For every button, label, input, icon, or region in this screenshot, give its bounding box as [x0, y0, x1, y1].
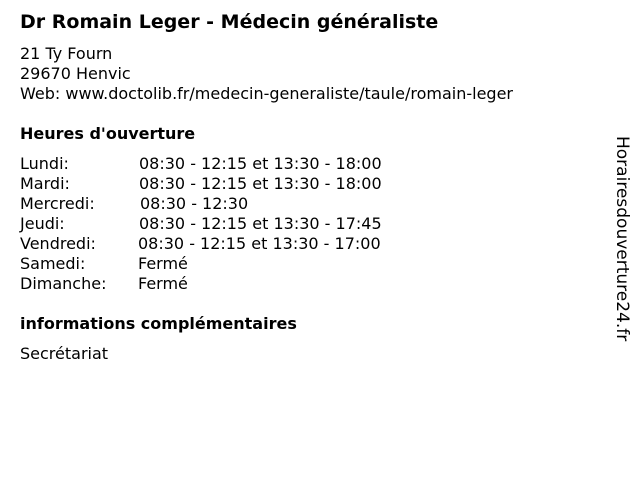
- day-label: Dimanche:: [20, 274, 107, 293]
- day-label: Vendredi:: [20, 234, 96, 253]
- day-time: Fermé: [138, 254, 188, 273]
- address-street: 21 Ty Fourn: [20, 44, 113, 63]
- day-label: Lundi:: [20, 154, 69, 173]
- page-title: Dr Romain Leger - Médecin généraliste: [20, 11, 439, 33]
- day-time: 08:30 - 12:15 et 13:30 - 17:00: [138, 234, 381, 253]
- address-city: 29670 Henvic: [20, 64, 131, 83]
- day-time: 08:30 - 12:30: [140, 194, 249, 213]
- day-label: Mercredi:: [20, 194, 95, 213]
- day-time: Fermé: [138, 274, 188, 293]
- day-label: Jeudi:: [20, 214, 65, 233]
- day-time: 08:30 - 12:15 et 13:30 - 18:00: [139, 154, 382, 173]
- watermark-text: Horairesdouverture24.fr: [612, 136, 632, 342]
- day-time: 08:30 - 12:15 et 13:30 - 18:00: [139, 174, 382, 193]
- address-block: [20, 44, 513, 104]
- address-web: Web: www.doctolib.fr/medecin-generaliste/taule/romain-leger: [20, 84, 513, 103]
- info-text: Secrétariat: [20, 344, 109, 363]
- info-heading: informations complémentaires: [20, 314, 297, 333]
- day-time: 08:30 - 12:15 et 13:30 - 17:45: [139, 214, 382, 233]
- hours-heading: Heures d'ouverture: [20, 124, 196, 143]
- watermark-container: [612, 136, 632, 372]
- day-label: Samedi:: [20, 254, 86, 273]
- day-label: Mardi:: [20, 174, 70, 193]
